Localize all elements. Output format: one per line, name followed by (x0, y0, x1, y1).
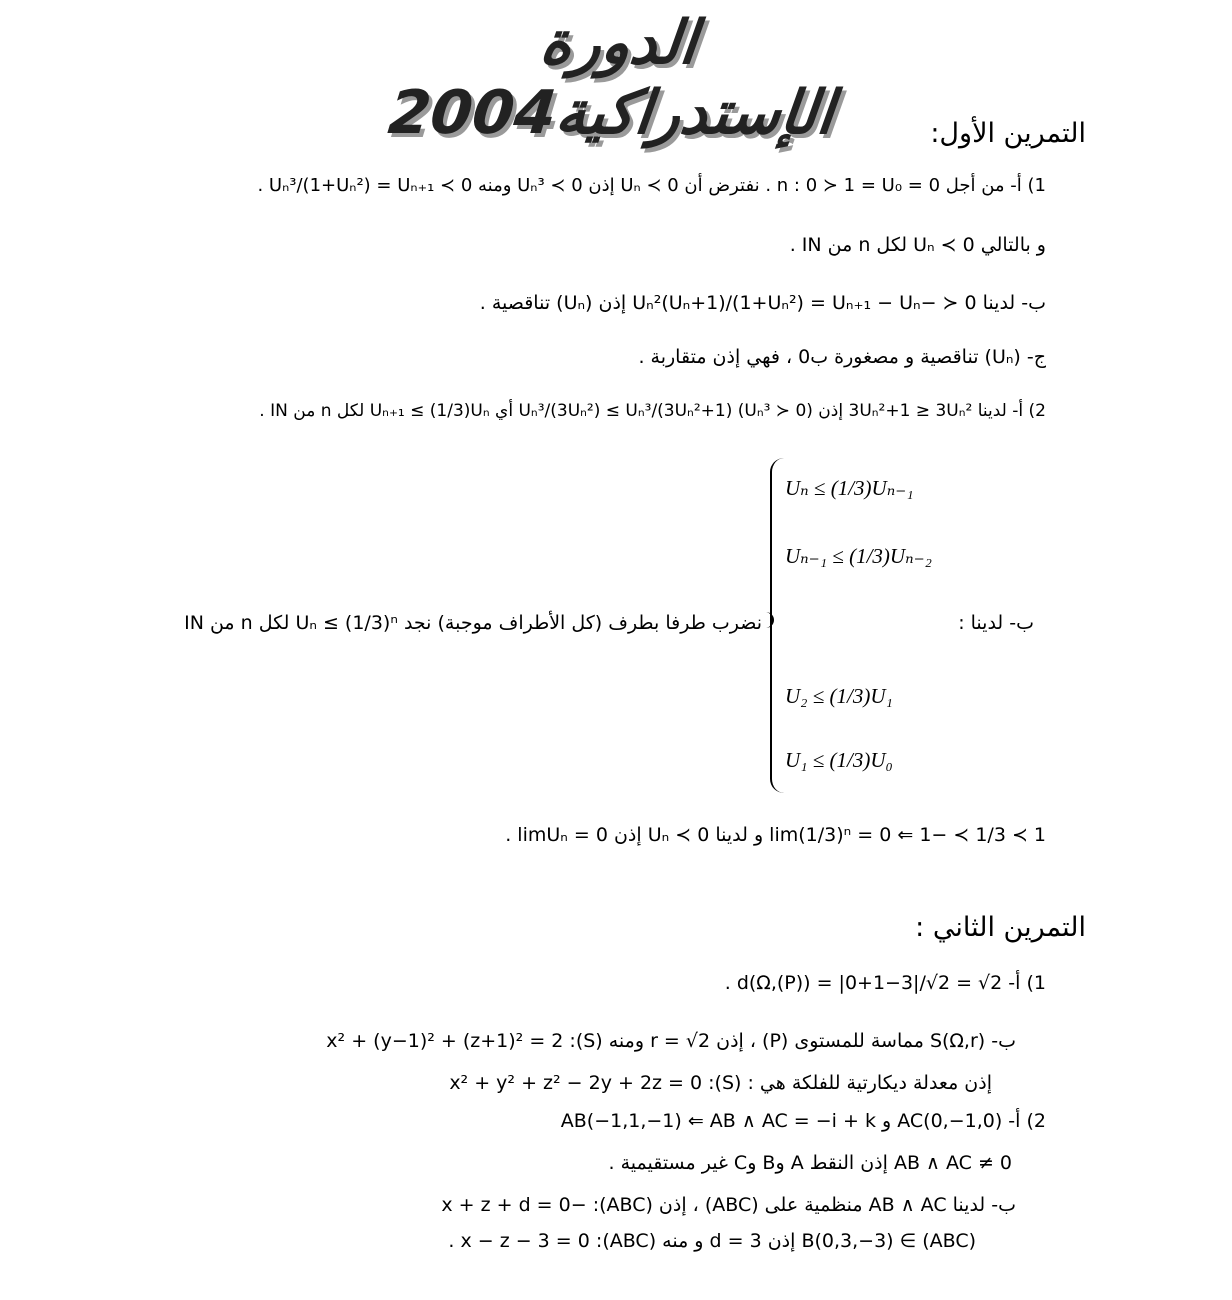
ex1-line-6-conclusion: نضرب طرفا بطرف (كل الأطراف موجبة) نجد Uₙ ≤ (1/3)ⁿ لكل n من IN (184, 612, 762, 634)
ex2-line-2: ب- S(Ω,r) مماسة للمستوى (P) ، إذن r = √2 ومنه (S): x² + (y−1)² + (z+1)² = 2 (326, 1030, 1016, 1052)
ex1-line-2: و بالتالي 0 ≻ Uₙ لكل n من IN . (789, 234, 1046, 256)
exercise-1-heading: التمرين الأول: (930, 118, 1086, 149)
ex1-line-1: 1) أ- من أجل 0 = n : 0 ≻ 1 = U₀ . نفترض أن 0 ≻ Uₙ إذن 0 ≻ Uₙ³ ومنه 0 ≻ Uₙ³/(1+Uₙ²) = Uₙ₊₁ . (257, 175, 1046, 196)
ex1-line-6-label: ب- لدينا : (958, 612, 1034, 634)
ex2-line-6: ب- لدينا AB ∧ AC منظمية على (ABC) ، إذن (ABC): −x + z + d = 0 (441, 1194, 1016, 1216)
exercise-2-heading: التمرين الثاني : (915, 912, 1086, 943)
ex1-line-5: 2) أ- لدينا 3Uₙ²+1 ≥ 3Uₙ² إذن Uₙ³/(3Uₙ²) ≤ Uₙ³/(3Uₙ²+1) (Uₙ³ ≻ 0) أي Uₙ₊₁ ≤ (1/3)Uₙ لكل n من IN . (259, 401, 1046, 421)
ex1-line-7: 1 ≻ 1/3 ≻ −1 ⇐ lim(1/3)ⁿ = 0 و لدينا 0 ≻ Uₙ إذن 0 = limUₙ . (505, 824, 1046, 846)
system-row-2: Uₙ₋₁ ≤ (1/3)Uₙ₋₂ (785, 544, 932, 568)
ex2-line-5: AB ∧ AC ≠ 0 إذن النقط A وB وC غير مستقيمية . (608, 1152, 1012, 1174)
system-brace (770, 458, 790, 793)
ex1-line-3: ب- لدينا 0 ≺ −Uₙ²(Uₙ+1)/(1+Uₙ²) = Uₙ₊₁ − Uₙ إذن (Uₙ) تناقصية . (479, 292, 1046, 314)
ex2-line-4: 2) أ- AC(0,−1,0) و AB(−1,1,−1) ⇐ AB ∧ AC = −i + k (560, 1110, 1046, 1132)
system-row-3: U₂ ≤ (1/3)U₁ (785, 684, 893, 708)
ex2-line-1: 1) أ- d(Ω,(P)) = |0+1−3|/√2 = √2 . (724, 972, 1046, 994)
system-row-1: Uₙ ≤ (1/3)Uₙ₋₁ (785, 476, 914, 500)
ex2-line-3: إذن معدلة ديكارتية للفلكة هي : (S): x² + y² + z² − 2y + 2z = 0 (449, 1072, 992, 1094)
ex1-line-4: ج- (Uₙ) تناقصية و مصغورة ب0 ، فهي إذن متقاربة . (638, 346, 1046, 368)
system-row-4: U₁ ≤ (1/3)U₀ (785, 748, 893, 772)
ex2-line-7: B(0,3,−3) ∈ (ABC) إذن d = 3 و منه (ABC): x − z − 3 = 0 . (448, 1230, 976, 1252)
page-title: الدورة الإستدراكية2004 (385, 8, 838, 148)
